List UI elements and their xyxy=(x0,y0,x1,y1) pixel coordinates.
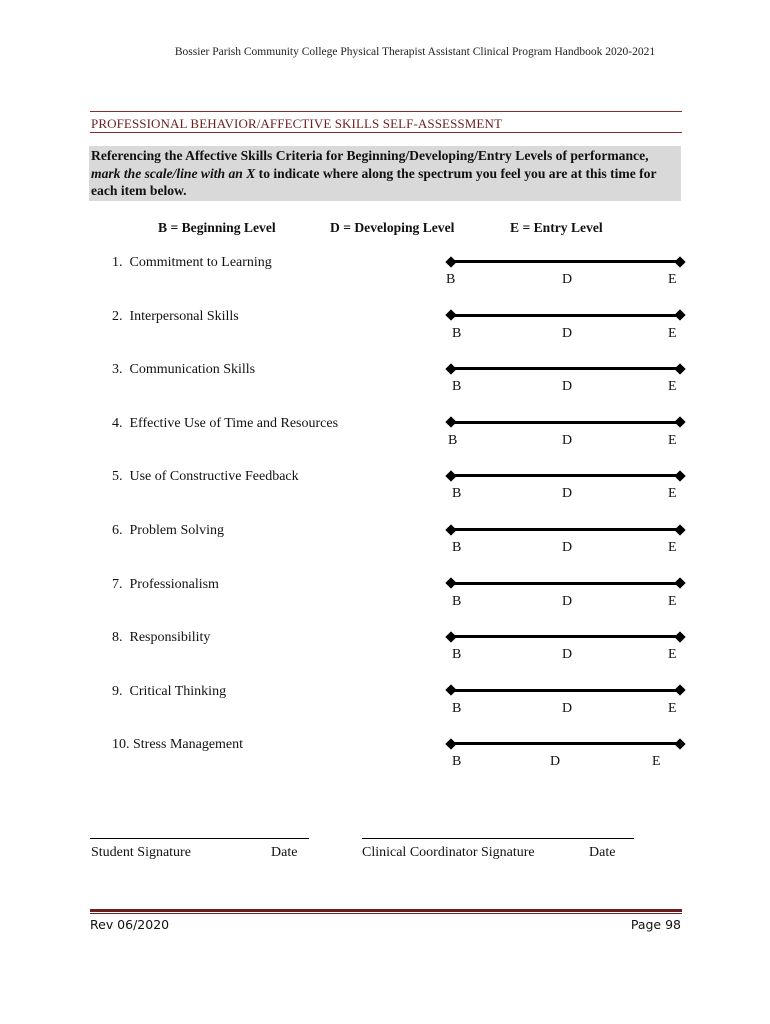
scale-start-diamond-icon xyxy=(445,309,456,320)
scale-label-entry: E xyxy=(652,754,661,770)
student-signature-label: Student Signature xyxy=(91,845,191,860)
student-date-label: Date xyxy=(271,845,298,860)
scale-label-beginning: B xyxy=(452,540,462,555)
legend-entry: E = Entry Level xyxy=(510,220,603,235)
scale-label-developing: D xyxy=(562,432,573,448)
item-label: 3. Communication Skills xyxy=(112,362,256,378)
coordinator-date-label: Date xyxy=(589,845,616,860)
scale-end-diamond-icon xyxy=(674,309,685,320)
scale-label-entry: E xyxy=(668,486,677,502)
scale-end-diamond-icon xyxy=(674,738,685,749)
scale-label-beginning: B xyxy=(452,379,462,395)
item-label: 4. Effective Use of Time and Resources xyxy=(112,415,339,431)
instructions-emphasis: mark the scale/line with an X xyxy=(91,165,256,181)
rating-scale-line[interactable] xyxy=(452,742,680,745)
rating-scale-line[interactable] xyxy=(452,528,680,531)
scale-start-diamond-icon xyxy=(445,417,456,428)
scale-start-diamond-icon xyxy=(445,738,456,749)
footer-rule xyxy=(90,909,682,912)
page-header: Bossier Parish Community College Physical Therapist Assistant Clinical Program Handbook 2020-2021 xyxy=(174,46,656,58)
rating-scale-line[interactable] xyxy=(452,689,680,692)
instructions-text-2: to indicate where along the spectrum you feel you are at this time for each item below. xyxy=(91,165,657,198)
scale-start-diamond-icon xyxy=(445,470,456,481)
scale-end-diamond-icon xyxy=(674,524,685,535)
item-label: 1. Commitment to Learning xyxy=(112,255,272,270)
scale-label-developing: D xyxy=(562,325,573,341)
scale-label-beginning: B xyxy=(452,593,462,609)
instructions-text-1: Referencing the Affective Skills Criteria for Beginning/Developing/Entry Levels of performance, xyxy=(91,148,649,163)
legend-developing: D = Developing Level xyxy=(330,220,455,235)
scale-label-developing: D xyxy=(562,593,573,609)
scale-end-diamond-icon xyxy=(674,256,685,267)
scale-label-developing: D xyxy=(562,379,573,395)
scale-start-diamond-icon xyxy=(445,363,456,374)
rating-scale-line[interactable] xyxy=(452,582,680,585)
scale-start-diamond-icon xyxy=(445,256,456,267)
rating-scale-line[interactable] xyxy=(452,314,680,317)
item-label: 5. Use of Constructive Feedback xyxy=(112,469,299,485)
scale-label-developing: D xyxy=(562,272,573,287)
scale-label-entry: E xyxy=(668,325,677,341)
scale-end-diamond-icon xyxy=(674,470,685,481)
item-label: 7. Professionalism xyxy=(112,576,219,592)
rating-scale-line[interactable] xyxy=(452,474,680,477)
scale-label-beginning: B xyxy=(448,432,458,448)
coordinator-signature-label: Clinical Coordinator Signature xyxy=(362,845,535,860)
scale-label-developing: D xyxy=(562,700,573,716)
scale-end-diamond-icon xyxy=(674,363,685,374)
section-title: PROFESSIONAL BEHAVIOR/AFFECTIVE SKILLS SELF-ASSESSMENT xyxy=(91,116,502,131)
rating-scale-line[interactable] xyxy=(452,635,680,638)
item-label: 10. Stress Management xyxy=(112,737,244,753)
scale-label-developing: D xyxy=(562,540,573,555)
scale-end-diamond-icon xyxy=(674,631,685,642)
scale-label-entry: E xyxy=(668,432,677,448)
item-label: 9. Critical Thinking xyxy=(112,683,227,699)
page-number: Page 98 xyxy=(630,917,681,932)
legend-beginning: B = Beginning Level xyxy=(158,220,276,235)
scale-label-entry: E xyxy=(668,593,677,609)
section-bottom-rule xyxy=(90,132,682,133)
scale-label-developing: D xyxy=(562,647,573,663)
section-top-rule xyxy=(90,111,682,112)
scale-label-entry: E xyxy=(668,379,677,395)
footer-rule-thin xyxy=(90,913,682,914)
scale-label-beginning: B xyxy=(446,272,456,287)
scale-start-diamond-icon xyxy=(445,685,456,696)
scale-label-developing: D xyxy=(562,486,573,502)
scale-end-diamond-icon xyxy=(674,685,685,696)
scale-label-beginning: B xyxy=(452,486,462,502)
scale-label-entry: E xyxy=(668,540,677,555)
revision-label: Rev 06/2020 xyxy=(90,917,170,932)
scale-label-beginning: B xyxy=(452,754,462,770)
scale-label-beginning: B xyxy=(452,325,462,341)
item-label: 2. Interpersonal Skills xyxy=(112,308,239,324)
scale-label-entry: E xyxy=(668,700,677,716)
scale-label-developing: D xyxy=(550,754,561,770)
scale-label-beginning: B xyxy=(452,647,462,663)
scale-label-beginning: B xyxy=(452,700,462,716)
item-label: 8. Responsibility xyxy=(112,630,211,646)
item-label: 6. Problem Solving xyxy=(112,523,225,538)
instructions-box xyxy=(89,146,681,201)
scale-start-diamond-icon xyxy=(445,524,456,535)
rating-scale-line[interactable] xyxy=(452,421,680,424)
rating-scale-line[interactable] xyxy=(452,260,680,263)
scale-end-diamond-icon xyxy=(674,417,685,428)
scale-label-entry: E xyxy=(668,272,677,287)
rating-scale-line[interactable] xyxy=(452,367,680,370)
scale-start-diamond-icon xyxy=(445,577,456,588)
scale-start-diamond-icon xyxy=(445,631,456,642)
scale-end-diamond-icon xyxy=(674,577,685,588)
student-signature-line[interactable] xyxy=(90,838,309,839)
scale-label-entry: E xyxy=(668,647,677,663)
coordinator-signature-line[interactable] xyxy=(362,838,634,839)
